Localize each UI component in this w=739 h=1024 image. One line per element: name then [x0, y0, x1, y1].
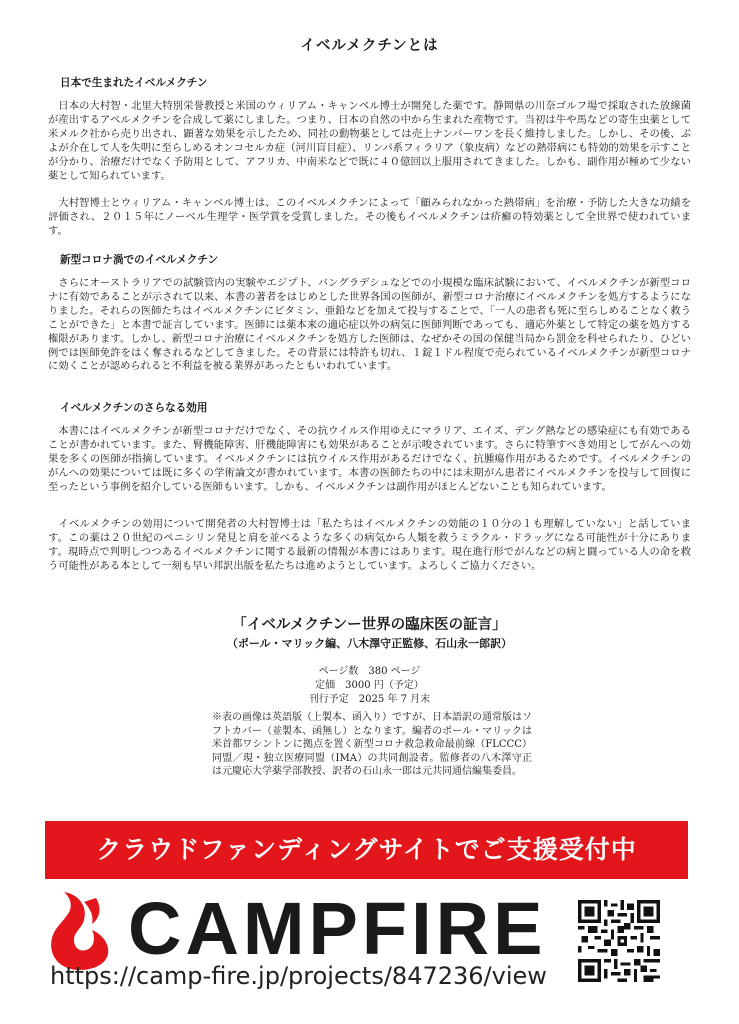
book-release: 刊行予定 2025 年 7 月末: [308, 694, 431, 705]
crowdfunding-banner: クラウドファンディングサイトでご支援受付中: [45, 821, 688, 879]
book-pages: ページ数 380 ページ: [318, 666, 421, 677]
section-heading-effects: イベルメクチンのさらなる効用: [60, 402, 208, 414]
section-origin-paragraph-1: 日本の大村智・北里大特別栄誉教授と米国のウィリアム・キャンベル博士が開発した薬です。静岡県の川奈ゴルフ場で採取された放線菌が産出するアベルメクチンを合成して薬にしました。つまり、日本の自然の中から生まれた産物です。当初は牛や馬などの寄生虫薬として米メルク社から売り出され、顕著な効果を示したため、同社の動物薬としては売上ナンバーワンを長く維持しました。しかし、その後、ぶよが介在して人を失明に至らしめるオンコセルカ症（河川盲目症）、リンパ系フィラリア（象皮病）などの熱帯病にも特効的効果を示すことが分かり、治療だけでなく予防用として、アフリカ、中南米などで既に４０億回以上服用されてきました。しかも、副作用が極めて少ない薬として知られています。: [48, 100, 691, 182]
book-title: 「イベルメクチンー世界の臨床医の証言」: [232, 616, 507, 633]
campfire-logo-text: CAMPFIRE: [128, 887, 547, 970]
book-note: ※表の画像は英語版（上製本、函入り）ですが、日本語訳の通常版はソフトカバー（並製本、函無し）となります。編者のポール・マリックは米首都ワシントンに拠点を置く新型コロナ救急救命最前線（FLCCC）同盟／現・独立医療同盟（IMA）の共同創設者。監修者の八木澤守正は元慶応大学薬学部教授、訳者の石山永一郎は元共同通信編集委員。: [212, 712, 532, 777]
section-origin-paragraph-2: 大村智博士とウィリアム・キャンベル博士は、このイベルメクチンによって「顧みられなかった熱帯病」を治療・予防した大きな功績を評価され、２０１５年にノーベル生理学・医学賞を受賞しました。その後もイベルメクチンは疥癬の特効薬として全世界で使われています。: [48, 197, 691, 237]
section-heading-corona: 新型コロナ渦でのイベルメクチン: [60, 254, 219, 266]
section-heading-origin: 日本で生まれたイベルメクチン: [60, 77, 208, 89]
project-url[interactable]: https://camp-fire.jp/projects/847236/view: [50, 962, 547, 990]
book-subtitle: （ポール・マリック編、八木澤守正監修、石山永一郎訳）: [226, 637, 513, 650]
section-effects-paragraph-2: イベルメクチンの効用について開発者の大村智博士は「私たちはイベルメクチンの効能の１０分の１も理解していない」と話しています。この薬は２０世紀のペニシリン発見と肩を並べるような多くの病気から人類を救うミラクル・ドラッグになる可能性が十分にあります。現時点で判明しつつあるイベルメクチンに関する最新の情報が本書にはあります。現在進行形でがんなどの病と闘っている人の命を救う可能性がある本として一刻も早い邦訳出版を私たちは進めようとしています。よろしくご協力ください。: [48, 518, 691, 572]
section-effects-paragraph-1: 本書にはイベルメクチンが新型コロナだけでなく、その抗ウイルス作用ゆえにマラリア、エイズ、デング熱などの感染症にも有効であることが書かれています。また、腎機能障害、肝機能障害にも効果があることが示唆されています。さらに特筆すべき効用としてがんへの効果を多くの医師が指摘しています。イベルメクチンには抗ウイルス作用があるだけでなく、抗腫瘍作用があるためです。イベルメクチンのがんへの効果については既に多くの学術論文が書かれています。本書の医師たちの中には末期がん患者にイベルメクチンを投与して回復に至ったという事例を紹介している医師もいます。しかも、イベルメクチンは副作用がほとんどないことも知られています。: [48, 425, 691, 493]
page-title: イベルメクチンとは: [300, 38, 439, 54]
section-corona-paragraph-1: さらにオーストラリアでの試験管内の実験やエジプト、バングラデシュなどでの小規模な臨床試験において、イベルメクチンが新型コロナに有効であることが示されて以来、本書の著者をはじめとした世界各国の医師が、新型コロナ治療にイベルメクチンを処方するようになりました。それらの医師たちはイベルメクチンにビタミン、亜鉛などを加えて投与することで、「一人の患者も死に至らしめることなく救うことができた」と本書で証言しています。医師には薬本来の適応症以外の病気に医師判断であっても、適応外薬として特定の薬を処方する権限があります。しかし、新型コロナ治療にイベルメクチンを処方した医師は、なぜかその国の保健当局から罰金を科せられたり、ひどい例では医師免許をはく奪されるなどしてきました。その背景には特許も切れ、１錠１ドル程度で売られているイベルメクチンが新型コロナに効くことが認められると不利益を被る業界があったともいわれています。: [48, 277, 691, 373]
qr-code-icon: [578, 900, 660, 982]
book-price: 定価 3000 円（予定）: [315, 680, 424, 691]
